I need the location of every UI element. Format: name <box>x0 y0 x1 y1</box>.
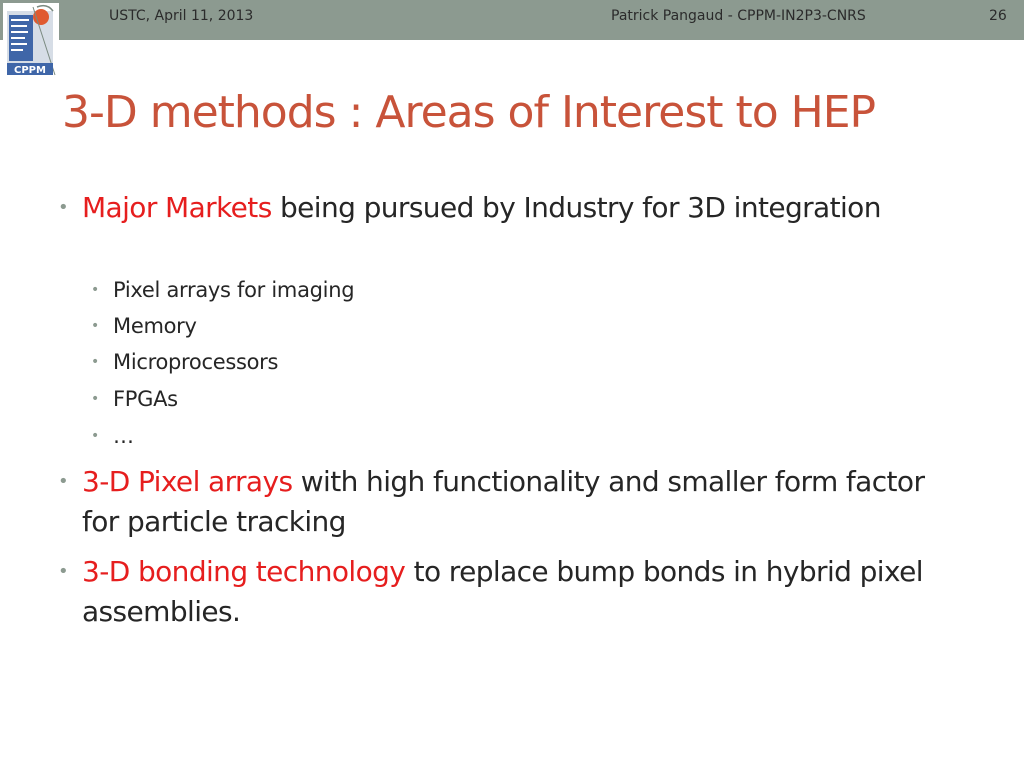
bullet-glyph: • <box>91 354 99 370</box>
logo-text: CPPM <box>14 65 46 76</box>
sub-bullet-fpgas <box>91 385 178 413</box>
sub-bullet-text: FPGAs <box>113 387 178 411</box>
bullet-glyph: • <box>91 282 99 298</box>
highlight-major-markets: Major Markets <box>82 191 272 224</box>
sub-bullet-text: … <box>113 424 134 448</box>
sub-bullet-memory <box>91 312 197 340</box>
page-number: 26 <box>989 8 1007 24</box>
slide-title: 3-D methods : Areas of Interest to HEP <box>62 87 876 138</box>
bullet-glyph: • <box>58 471 69 492</box>
bullet-glyph: • <box>91 391 99 407</box>
bullet-major-markets <box>58 188 962 228</box>
sub-bullet-text: Pixel arrays for imaging <box>113 278 355 302</box>
bullet-text: with high functionality and smaller form factor for particle tracking <box>82 465 925 538</box>
sub-bullet-ellipsis <box>91 422 134 450</box>
bullet-3d-bonding <box>58 552 962 632</box>
sub-bullet-pixel-arrays <box>91 276 355 304</box>
cppm-logo-graphic <box>3 3 59 83</box>
bullet-text: being pursued by Industry for 3D integration <box>271 191 881 224</box>
highlight-3d-bonding: 3-D bonding technology <box>82 555 406 588</box>
highlight-3d-pixel-arrays: 3-D Pixel arrays <box>82 465 293 498</box>
bullet-glyph: • <box>91 318 99 334</box>
header-date: USTC, April 11, 2013 <box>109 8 254 24</box>
header-bar <box>0 0 1024 40</box>
bullet-text: to replace bump bonds in hybrid pixel assemblies. <box>82 555 923 628</box>
sub-bullet-microprocessors <box>91 348 279 376</box>
bullet-glyph: • <box>58 197 69 218</box>
bullet-3d-pixel-arrays <box>58 462 962 542</box>
header-author: Patrick Pangaud - CPPM-IN2P3-CNRS <box>611 8 866 24</box>
cppm-logo <box>3 3 59 83</box>
sub-bullet-text: Microprocessors <box>113 350 279 374</box>
bullet-glyph: • <box>91 428 99 444</box>
sub-bullet-text: Memory <box>113 314 197 338</box>
bullet-glyph: • <box>58 561 69 582</box>
